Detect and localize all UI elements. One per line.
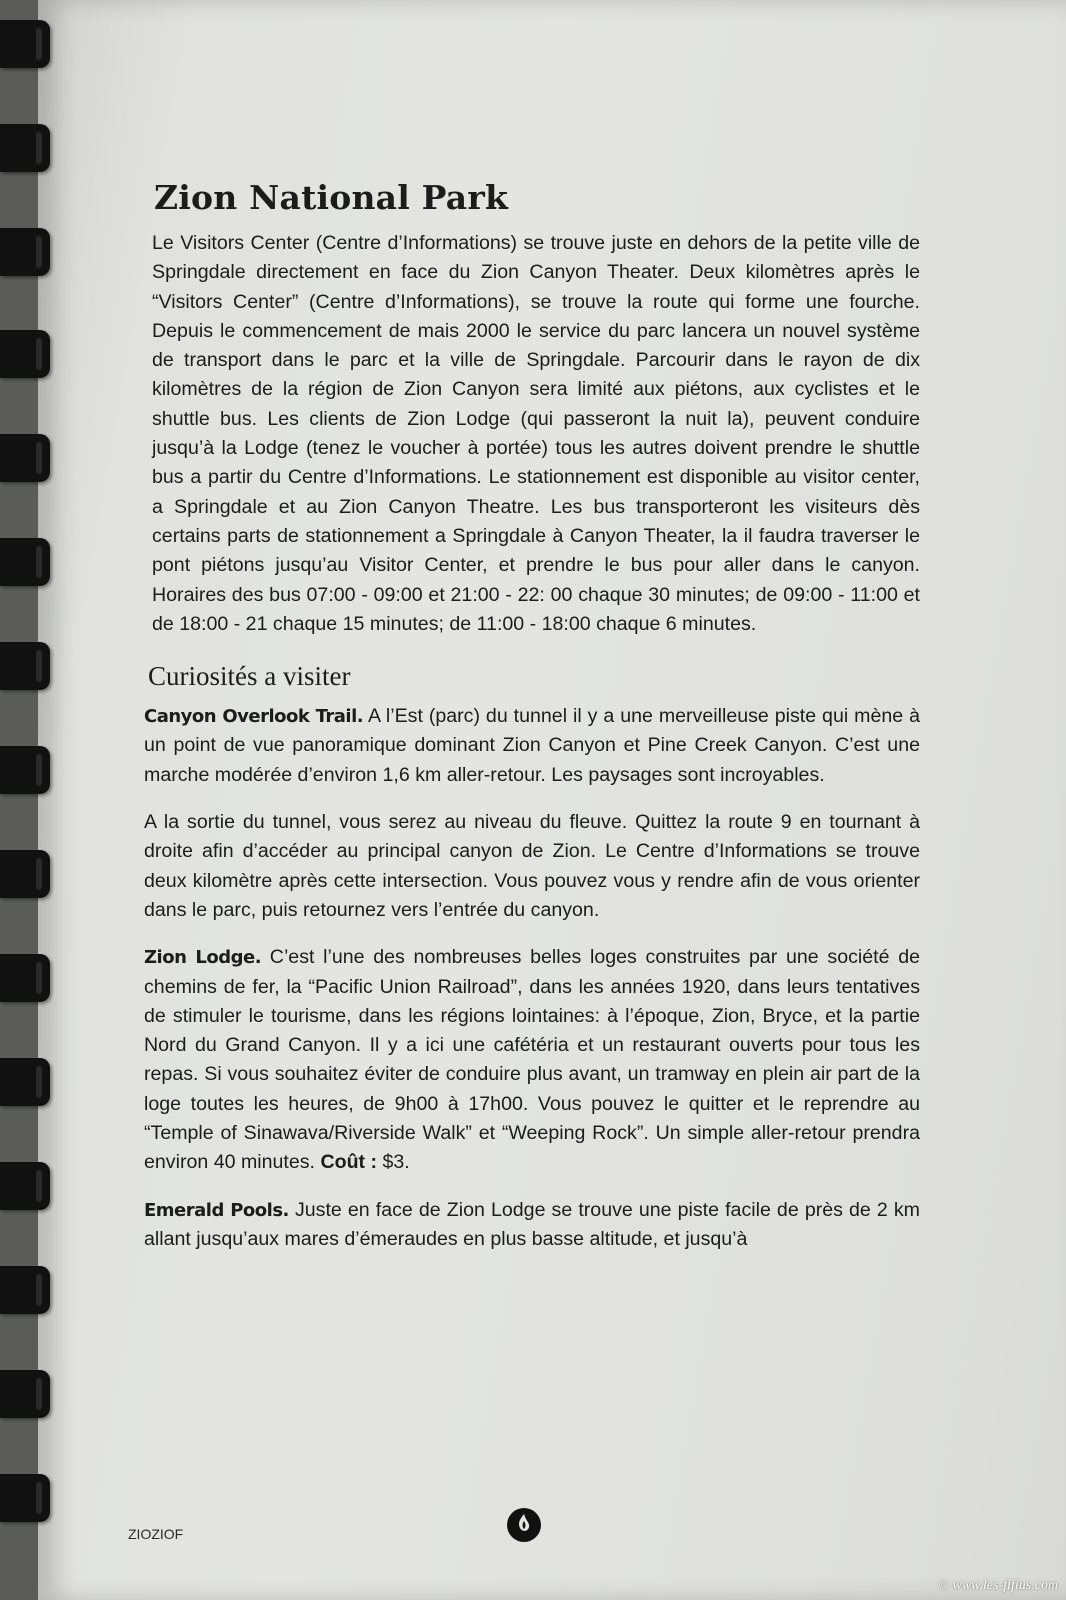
intro-paragraph: Le Visitors Center (Centre d’Informations) se trouve juste en dehors de la petite ville de Springdale directement en face du Zion Canyon Theater. Deux kilomètres après le “Visitors Center” (Centre d’Informations), se trouve la route qui forme une fourche. Depuis le commencement de mais 2000 le service du parc lancera un nouvel système de transport dans le parc et la ville de Springdale. Parcourir dans le rayon de dix kilomètres de la région de Zion Canyon sera limité aux piétons, aux cyclistes et le shuttle bus. Les clients de Zion Lodge (qui passeront la nuit la), peuvent conduire jusqu’à la Lodge (tenez le voucher à portée) tous les autres doivent prendre le shuttle bus a partir du Centre d’Informations. Le stationnement est disponible au visitor center, a Springdale et au Zion Canyon Theatre. Les bus transporteront les visiteurs dès certains parts de stationnement a Springdale à Canyon Theater, la il faudra traverser le pont piétons jusqu’au Visitor Center, et prendre le bus pour aller dans le canyon. Horaires des bus 07:00 - 09:00 et 21:00 - 22: 00 chaque 30 minutes; de 09:00 - 11:00 et de 18:00 - 21 chaque 15 minutes; de 11:00 - 18:00 chaque 6 minutes. bbox=[152, 232, 920, 635]
page-content bbox=[144, 178, 920, 1272]
binding-ring bbox=[0, 954, 50, 1002]
binding-ring bbox=[0, 124, 50, 172]
binding-ring bbox=[0, 538, 50, 586]
page-title: Zion National Park bbox=[154, 178, 509, 217]
canyon-overlook-text: A l’Est (parc) du tunnel il y a une merveilleuse piste qui mène à un point de vue panoramique dominant Zion Canyon et Pine Creek Canyon. C’est une marche modérée d’environ 1,6 km aller-retour. Les paysages sont incroyables. bbox=[144, 705, 920, 786]
binding-ring bbox=[0, 228, 50, 276]
cost-value: $3. bbox=[377, 1151, 410, 1174]
cost-label: Coût : bbox=[320, 1151, 378, 1174]
zion-lodge-text: C’est l’une des nombreuses belles loges construites par une société de chemins de fer, la “Pacific Union Railroad”, dans les années 1920, dans leurs tentatives de stimuler le tourisme, dans les régions lointaines: à l’époque, Zion, Bryce, et la partie Nord du Grand Canyon. Il y a ici une cafétéria et un restaurant ouverts pour tous les repas. Si vous souhaitez éviter de conduire plus avant, un tramway en plein air part de la loge toutes les heures, de 9h00 à 17h00. Vous pouvez le quitter et le reprendre au “Temple of Sinawava/Riverside Walk” et “Weeping Rock”. Un simple aller-retour prendra environ 40 minutes. bbox=[144, 946, 920, 1174]
canyon-overlook-paragraph bbox=[144, 702, 920, 790]
binding-ring bbox=[0, 330, 50, 378]
emerald-pools-text: Juste en face de Zion Lodge se trouve une piste facile de près de 2 km allant jusqu’aux mares d’émeraudes en plus basse altitude, et jusqu’à bbox=[144, 1198, 920, 1250]
flame-logo-icon bbox=[504, 1504, 544, 1544]
emerald-pools-paragraph bbox=[144, 1196, 920, 1255]
binding-ring bbox=[0, 746, 50, 794]
spiral-binding bbox=[0, 0, 60, 1600]
binding-ring bbox=[0, 1266, 50, 1314]
binding-ring bbox=[0, 434, 50, 482]
emerald-pools-lead: Emerald Pools. bbox=[144, 1199, 289, 1221]
binding-ring bbox=[0, 850, 50, 898]
binding-ring bbox=[0, 20, 50, 68]
section-heading: Curiosités a visiter bbox=[148, 661, 351, 692]
binding-ring bbox=[0, 1162, 50, 1210]
zion-lodge-paragraph bbox=[144, 943, 920, 1177]
binding-ring bbox=[0, 1474, 50, 1522]
watermark: © www.les-fifius.com bbox=[938, 1578, 1058, 1593]
binding-ring bbox=[0, 1370, 50, 1418]
binding-ring bbox=[0, 1058, 50, 1106]
binding-ring bbox=[0, 642, 50, 690]
footer-code: ZIOZIOF bbox=[128, 1526, 184, 1542]
tunnel-exit-paragraph: A la sortie du tunnel, vous serez au niveau du fleuve. Quittez la route 9 en tournant à droite afin d’accéder au principal canyon de Zion. Le Centre d’Informations se trouve deux kilomètre après cette intersection. Vous pouvez vous y rendre afin de vous orienter dans le parc, puis retournez vers l’entrée du canyon. bbox=[144, 811, 920, 921]
canyon-overlook-lead: Canyon Overlook Trail. bbox=[144, 706, 364, 728]
zion-lodge-lead: Zion Lodge. bbox=[144, 947, 262, 969]
